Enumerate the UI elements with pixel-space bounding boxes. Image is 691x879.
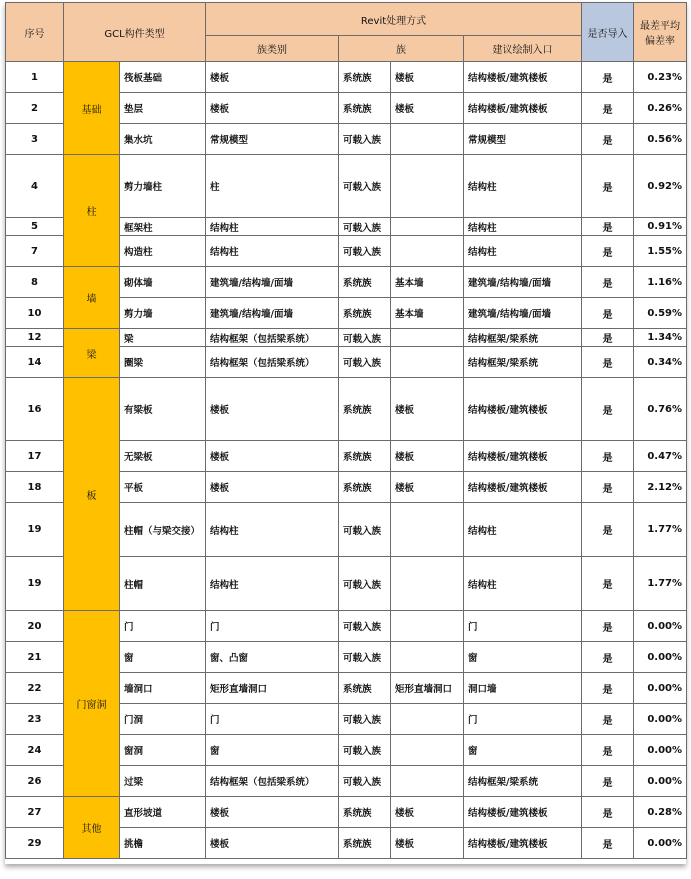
component-name: 墙洞口 bbox=[120, 673, 206, 704]
row-number: 18 bbox=[6, 472, 64, 503]
table-row bbox=[6, 329, 687, 347]
family-name bbox=[391, 503, 464, 557]
header-revit-method: Revit处理方式 bbox=[206, 3, 582, 36]
family-kind: 可载入族 bbox=[339, 642, 391, 673]
suggested-entry: 门 bbox=[464, 611, 582, 642]
family-category: 门 bbox=[206, 704, 339, 735]
suggested-entry: 常规模型 bbox=[464, 124, 582, 155]
family-kind: 可载入族 bbox=[339, 218, 391, 236]
row-number: 29 bbox=[6, 828, 64, 859]
deviation-rate: 1.77% bbox=[634, 503, 687, 557]
imported-flag: 是 bbox=[582, 828, 634, 859]
family-kind: 可载入族 bbox=[339, 124, 391, 155]
family-kind: 系统族 bbox=[339, 62, 391, 93]
suggested-entry: 结构楼板/建筑楼板 bbox=[464, 378, 582, 441]
component-name: 梁 bbox=[120, 329, 206, 347]
family-kind: 系统族 bbox=[339, 797, 391, 828]
deviation-rate: 0.00% bbox=[634, 642, 687, 673]
group-foundation: 基础 bbox=[64, 62, 120, 155]
component-name: 构造柱 bbox=[120, 236, 206, 267]
component-name: 过梁 bbox=[120, 766, 206, 797]
deviation-rate: 0.91% bbox=[634, 218, 687, 236]
table-row bbox=[6, 797, 687, 828]
component-name: 圈梁 bbox=[120, 347, 206, 378]
deviation-rate: 0.00% bbox=[634, 766, 687, 797]
suggested-entry: 门 bbox=[464, 704, 582, 735]
header-imported: 是否导入 bbox=[582, 3, 634, 62]
group-door-window: 门窗洞 bbox=[64, 611, 120, 797]
family-name bbox=[391, 704, 464, 735]
component-name: 柱帽 bbox=[120, 557, 206, 611]
family-kind: 可载入族 bbox=[339, 557, 391, 611]
family-category: 楼板 bbox=[206, 828, 339, 859]
deviation-rate: 1.34% bbox=[634, 329, 687, 347]
row-number: 14 bbox=[6, 347, 64, 378]
deviation-rate: 0.00% bbox=[634, 828, 687, 859]
imported-flag: 是 bbox=[582, 347, 634, 378]
family-name bbox=[391, 155, 464, 218]
deviation-rate: 1.16% bbox=[634, 267, 687, 298]
imported-flag: 是 bbox=[582, 557, 634, 611]
deviation-rate: 0.76% bbox=[634, 378, 687, 441]
imported-flag: 是 bbox=[582, 378, 634, 441]
family-category: 楼板 bbox=[206, 441, 339, 472]
family-category: 窗 bbox=[206, 735, 339, 766]
family-name bbox=[391, 329, 464, 347]
family-name: 楼板 bbox=[391, 378, 464, 441]
row-number: 8 bbox=[6, 267, 64, 298]
component-name: 剪力墙柱 bbox=[120, 155, 206, 218]
row-number: 26 bbox=[6, 766, 64, 797]
suggested-entry: 结构框架/梁系统 bbox=[464, 766, 582, 797]
imported-flag: 是 bbox=[582, 642, 634, 673]
row-number: 16 bbox=[6, 378, 64, 441]
table-row bbox=[6, 62, 687, 93]
family-kind: 可载入族 bbox=[339, 155, 391, 218]
header-family: 族 bbox=[339, 36, 464, 62]
component-name: 门 bbox=[120, 611, 206, 642]
table-body bbox=[6, 62, 687, 859]
suggested-entry: 结构楼板/建筑楼板 bbox=[464, 62, 582, 93]
row-number: 7 bbox=[6, 236, 64, 267]
imported-flag: 是 bbox=[582, 472, 634, 503]
component-name: 平板 bbox=[120, 472, 206, 503]
family-name bbox=[391, 642, 464, 673]
deviation-rate: 0.00% bbox=[634, 735, 687, 766]
row-number: 4 bbox=[6, 155, 64, 218]
family-category: 结构柱 bbox=[206, 557, 339, 611]
row-number: 19 bbox=[6, 557, 64, 611]
imported-flag: 是 bbox=[582, 329, 634, 347]
component-name: 柱帽（与梁交接） bbox=[120, 503, 206, 557]
family-category: 结构柱 bbox=[206, 503, 339, 557]
family-name bbox=[391, 124, 464, 155]
group-other: 其他 bbox=[64, 797, 120, 859]
row-number: 19 bbox=[6, 503, 64, 557]
suggested-entry: 洞口墙 bbox=[464, 673, 582, 704]
deviation-rate: 0.56% bbox=[634, 124, 687, 155]
family-name bbox=[391, 611, 464, 642]
header-row-1 bbox=[6, 3, 687, 36]
imported-flag: 是 bbox=[582, 218, 634, 236]
family-kind: 系统族 bbox=[339, 673, 391, 704]
component-name: 砌体墙 bbox=[120, 267, 206, 298]
component-name: 窗洞 bbox=[120, 735, 206, 766]
imported-flag: 是 bbox=[582, 298, 634, 329]
family-name: 基本墙 bbox=[391, 298, 464, 329]
imported-flag: 是 bbox=[582, 236, 634, 267]
component-name: 有梁板 bbox=[120, 378, 206, 441]
imported-flag: 是 bbox=[582, 124, 634, 155]
family-name bbox=[391, 347, 464, 378]
family-name: 楼板 bbox=[391, 62, 464, 93]
suggested-entry: 结构柱 bbox=[464, 503, 582, 557]
group-wall: 墙 bbox=[64, 267, 120, 329]
imported-flag: 是 bbox=[582, 93, 634, 124]
family-kind: 系统族 bbox=[339, 828, 391, 859]
row-number: 23 bbox=[6, 704, 64, 735]
family-category: 楼板 bbox=[206, 472, 339, 503]
family-name bbox=[391, 766, 464, 797]
family-category: 结构柱 bbox=[206, 236, 339, 267]
family-kind: 系统族 bbox=[339, 441, 391, 472]
table-row bbox=[6, 378, 687, 441]
deviation-rate: 0.00% bbox=[634, 673, 687, 704]
component-name: 门洞 bbox=[120, 704, 206, 735]
group-slab: 板 bbox=[64, 378, 120, 611]
component-name: 集水坑 bbox=[120, 124, 206, 155]
suggested-entry: 结构楼板/建筑楼板 bbox=[464, 93, 582, 124]
suggested-entry: 窗 bbox=[464, 735, 582, 766]
family-name: 楼板 bbox=[391, 93, 464, 124]
family-category: 矩形直墙洞口 bbox=[206, 673, 339, 704]
family-kind: 可载入族 bbox=[339, 766, 391, 797]
deviation-rate: 0.47% bbox=[634, 441, 687, 472]
deviation-rate: 0.34% bbox=[634, 347, 687, 378]
component-name: 直形坡道 bbox=[120, 797, 206, 828]
suggested-entry: 结构框架/梁系统 bbox=[464, 329, 582, 347]
family-category: 楼板 bbox=[206, 62, 339, 93]
deviation-rate: 0.28% bbox=[634, 797, 687, 828]
imported-flag: 是 bbox=[582, 704, 634, 735]
family-kind: 可载入族 bbox=[339, 735, 391, 766]
family-kind: 系统族 bbox=[339, 378, 391, 441]
family-kind: 可载入族 bbox=[339, 236, 391, 267]
row-number: 12 bbox=[6, 329, 64, 347]
suggested-entry: 结构柱 bbox=[464, 236, 582, 267]
family-name: 矩形直墙洞口 bbox=[391, 673, 464, 704]
imported-flag: 是 bbox=[582, 503, 634, 557]
component-name: 窗 bbox=[120, 642, 206, 673]
imported-flag: 是 bbox=[582, 766, 634, 797]
component-name: 挑檐 bbox=[120, 828, 206, 859]
family-name bbox=[391, 735, 464, 766]
row-number: 27 bbox=[6, 797, 64, 828]
imported-flag: 是 bbox=[582, 797, 634, 828]
family-name: 楼板 bbox=[391, 441, 464, 472]
row-number: 22 bbox=[6, 673, 64, 704]
family-category: 建筑墙/结构墙/面墙 bbox=[206, 298, 339, 329]
family-category: 楼板 bbox=[206, 378, 339, 441]
suggested-entry: 结构柱 bbox=[464, 218, 582, 236]
family-category: 结构柱 bbox=[206, 218, 339, 236]
imported-flag: 是 bbox=[582, 611, 634, 642]
family-category: 柱 bbox=[206, 155, 339, 218]
table-row bbox=[6, 611, 687, 642]
imported-flag: 是 bbox=[582, 735, 634, 766]
row-number: 2 bbox=[6, 93, 64, 124]
suggested-entry: 结构楼板/建筑楼板 bbox=[464, 472, 582, 503]
deviation-rate: 0.26% bbox=[634, 93, 687, 124]
header-max-dev: 最差平均偏差率 bbox=[634, 3, 687, 62]
family-category: 楼板 bbox=[206, 93, 339, 124]
deviation-rate: 2.12% bbox=[634, 472, 687, 503]
component-name: 剪力墙 bbox=[120, 298, 206, 329]
imported-flag: 是 bbox=[582, 673, 634, 704]
suggested-entry: 结构框架/梁系统 bbox=[464, 347, 582, 378]
row-number: 10 bbox=[6, 298, 64, 329]
family-kind: 可载入族 bbox=[339, 611, 391, 642]
family-category: 结构框架（包括梁系统） bbox=[206, 347, 339, 378]
family-name: 楼板 bbox=[391, 472, 464, 503]
deviation-rate: 0.23% bbox=[634, 62, 687, 93]
component-name: 筏板基础 bbox=[120, 62, 206, 93]
row-number: 1 bbox=[6, 62, 64, 93]
table-row bbox=[6, 267, 687, 298]
family-category: 结构框架（包括梁系统） bbox=[206, 329, 339, 347]
header-seq: 序号 bbox=[6, 3, 64, 62]
family-category: 窗、凸窗 bbox=[206, 642, 339, 673]
row-number: 24 bbox=[6, 735, 64, 766]
suggested-entry: 窗 bbox=[464, 642, 582, 673]
family-kind: 可载入族 bbox=[339, 704, 391, 735]
deviation-rate: 0.00% bbox=[634, 611, 687, 642]
deviation-rate: 0.59% bbox=[634, 298, 687, 329]
imported-flag: 是 bbox=[582, 155, 634, 218]
imported-flag: 是 bbox=[582, 62, 634, 93]
suggested-entry: 结构柱 bbox=[464, 557, 582, 611]
component-name: 框架柱 bbox=[120, 218, 206, 236]
deviation-rate: 1.77% bbox=[634, 557, 687, 611]
suggested-entry: 结构楼板/建筑楼板 bbox=[464, 797, 582, 828]
group-column: 柱 bbox=[64, 155, 120, 267]
header-gcl-type: GCL构件类型 bbox=[64, 3, 206, 62]
imported-flag: 是 bbox=[582, 267, 634, 298]
family-kind: 系统族 bbox=[339, 267, 391, 298]
component-name: 无梁板 bbox=[120, 441, 206, 472]
group-beam: 梁 bbox=[64, 329, 120, 378]
family-category: 建筑墙/结构墙/面墙 bbox=[206, 267, 339, 298]
suggested-entry: 结构楼板/建筑楼板 bbox=[464, 441, 582, 472]
family-category: 门 bbox=[206, 611, 339, 642]
family-name bbox=[391, 236, 464, 267]
family-name bbox=[391, 557, 464, 611]
deviation-rate: 1.55% bbox=[634, 236, 687, 267]
family-kind: 系统族 bbox=[339, 298, 391, 329]
suggested-entry: 建筑墙/结构墙/面墙 bbox=[464, 298, 582, 329]
table-row bbox=[6, 155, 687, 218]
imported-flag: 是 bbox=[582, 441, 634, 472]
family-category: 常规模型 bbox=[206, 124, 339, 155]
row-number: 17 bbox=[6, 441, 64, 472]
component-mapping-table bbox=[5, 2, 687, 859]
family-name: 楼板 bbox=[391, 797, 464, 828]
family-kind: 可载入族 bbox=[339, 503, 391, 557]
family-kind: 系统族 bbox=[339, 93, 391, 124]
suggested-entry: 建筑墙/结构墙/面墙 bbox=[464, 267, 582, 298]
family-kind: 系统族 bbox=[339, 472, 391, 503]
family-category: 楼板 bbox=[206, 797, 339, 828]
family-kind: 可载入族 bbox=[339, 329, 391, 347]
row-number: 20 bbox=[6, 611, 64, 642]
header-family-category: 族类别 bbox=[206, 36, 339, 62]
family-name bbox=[391, 218, 464, 236]
header-entry: 建议绘制入口 bbox=[464, 36, 582, 62]
family-category: 结构框架（包括梁系统） bbox=[206, 766, 339, 797]
suggested-entry: 结构楼板/建筑楼板 bbox=[464, 828, 582, 859]
deviation-rate: 0.00% bbox=[634, 704, 687, 735]
family-kind: 可载入族 bbox=[339, 347, 391, 378]
family-name: 楼板 bbox=[391, 828, 464, 859]
row-number: 3 bbox=[6, 124, 64, 155]
row-number: 21 bbox=[6, 642, 64, 673]
deviation-rate: 0.92% bbox=[634, 155, 687, 218]
component-name: 垫层 bbox=[120, 93, 206, 124]
suggested-entry: 结构柱 bbox=[464, 155, 582, 218]
row-number: 5 bbox=[6, 218, 64, 236]
family-name: 基本墙 bbox=[391, 267, 464, 298]
component-table-container bbox=[5, 2, 686, 864]
